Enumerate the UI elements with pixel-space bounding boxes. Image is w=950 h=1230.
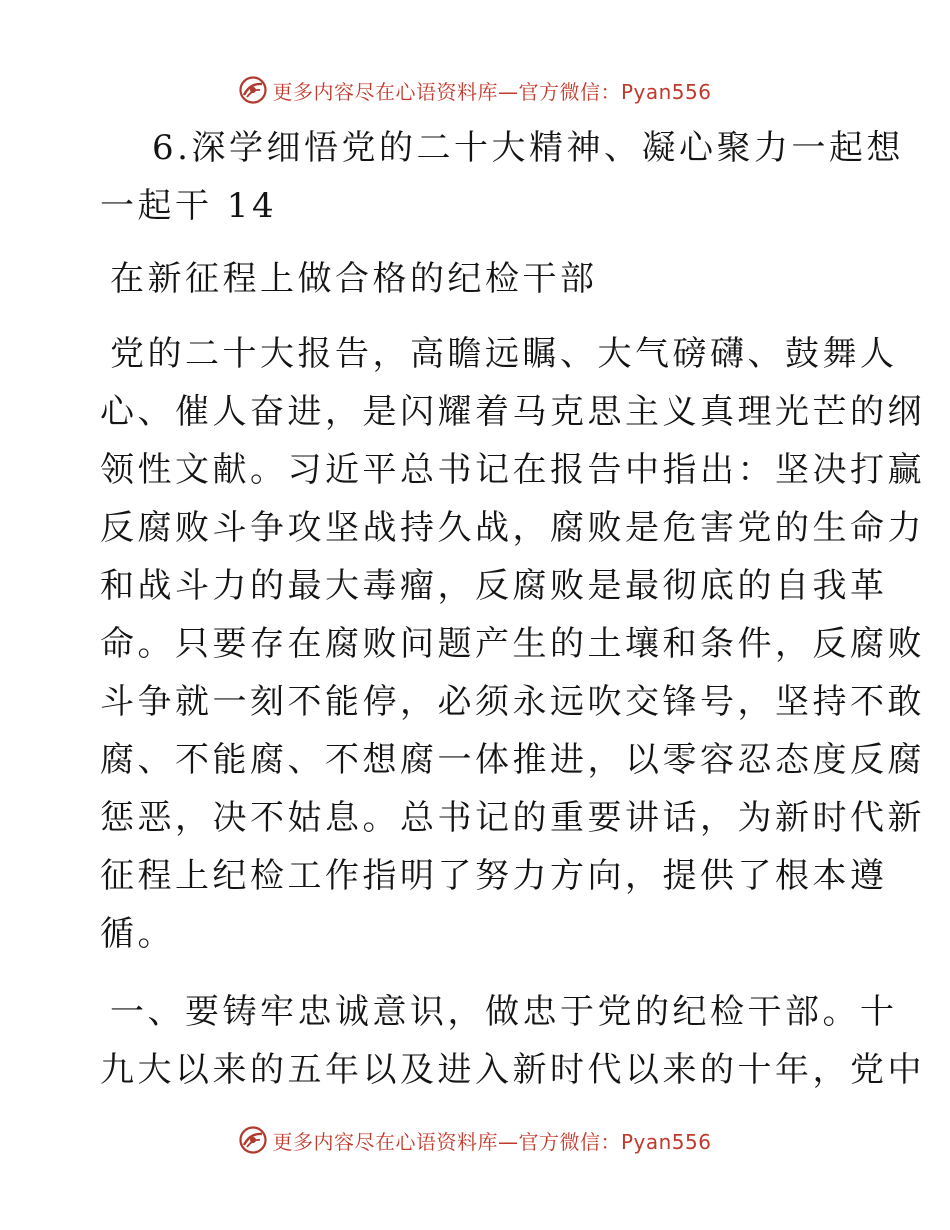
paragraph-line: 腐、不能腐、不想腐一体推进，以零容忍态度反腐 [100, 740, 925, 780]
stamp-logo-icon [238, 75, 268, 105]
document-title-line-2: 一起干 14 [100, 186, 278, 226]
paragraph-line: 斗争就一刻不能停，必须永远吹交锋号，坚持不敢 [100, 682, 925, 722]
watermark-text: 更多内容尽在心语资料库—官方微信：Pyan556 [272, 79, 712, 104]
paragraph-line: 一、要铸牢忠诚意识，做忠于党的纪检干部。十 [110, 992, 898, 1032]
paragraph-line: 命。只要存在腐败问题产生的土壤和条件，反腐败 [100, 624, 925, 664]
footer-watermark-banner [0, 1120, 950, 1160]
paragraph-line: 心、催人奋进，是闪耀着马克思主义真理光芒的纲 [100, 392, 925, 432]
header-watermark-banner [0, 70, 950, 110]
paragraph-line: 惩恶，决不姑息。总书记的重要讲话，为新时代新 [100, 798, 925, 838]
paragraph-line: 领性文献。习近平总书记在报告中指出：坚决打赢 [100, 450, 925, 490]
watermark-text: 更多内容尽在心语资料库—官方微信：Pyan556 [272, 1129, 712, 1154]
paragraph-line: 循。 [100, 914, 175, 954]
paragraph-line: 和战斗力的最大毒瘤，反腐败是最彻底的自我革 [100, 566, 888, 606]
paragraph-line: 征程上纪检工作指明了努力方向，提供了根本遵 [100, 856, 888, 896]
stamp-logo-icon [238, 1125, 268, 1155]
paragraph-line: 党的二十大报告，高瞻远瞩、大气磅礴、鼓舞人 [110, 334, 898, 374]
paragraph-line: 反腐败斗争攻坚战持久战，腐败是危害党的生命力 [100, 508, 925, 548]
document-subtitle: 在新征程上做合格的纪检干部 [110, 259, 598, 299]
document-title-line-1: 6.深学细悟党的二十大精神、凝心聚力一起想 [152, 128, 904, 168]
paragraph-line: 九大以来的五年以及进入新时代以来的十年，党中 [100, 1050, 925, 1090]
